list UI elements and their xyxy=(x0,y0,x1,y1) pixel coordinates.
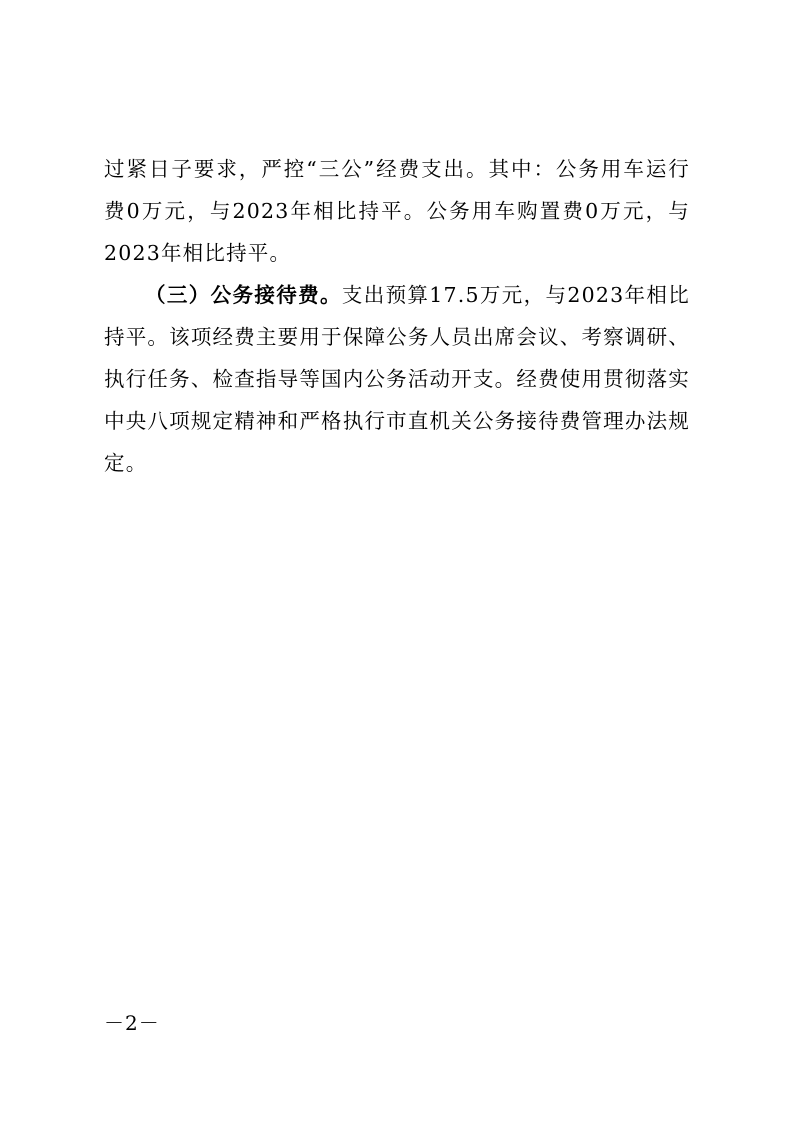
body-text xyxy=(104,148,690,484)
paragraph-reception-expenses xyxy=(104,274,690,484)
page-number: －2－ xyxy=(104,1011,160,1035)
paragraph-text: 过紧日子要求，严控“三公”经费支出。其中：公务用车运行费0万元，与2023年相比持平。公务用车购置费0万元，与2023年相比持平。 xyxy=(104,157,690,265)
section-heading: （三）公务接待费。 xyxy=(145,283,342,307)
paragraph-text: 支出预算17.5万元，与2023年相比持平。该项经费主要用于保障公务人员出席会议、考察调研、执行任务、检查指导等国内公务活动开支。经费使用贯彻落实中央八项规定精神和严格执行市直机关公务接待费管理办法规定。 xyxy=(104,283,690,475)
paragraph-continuation xyxy=(104,148,690,274)
